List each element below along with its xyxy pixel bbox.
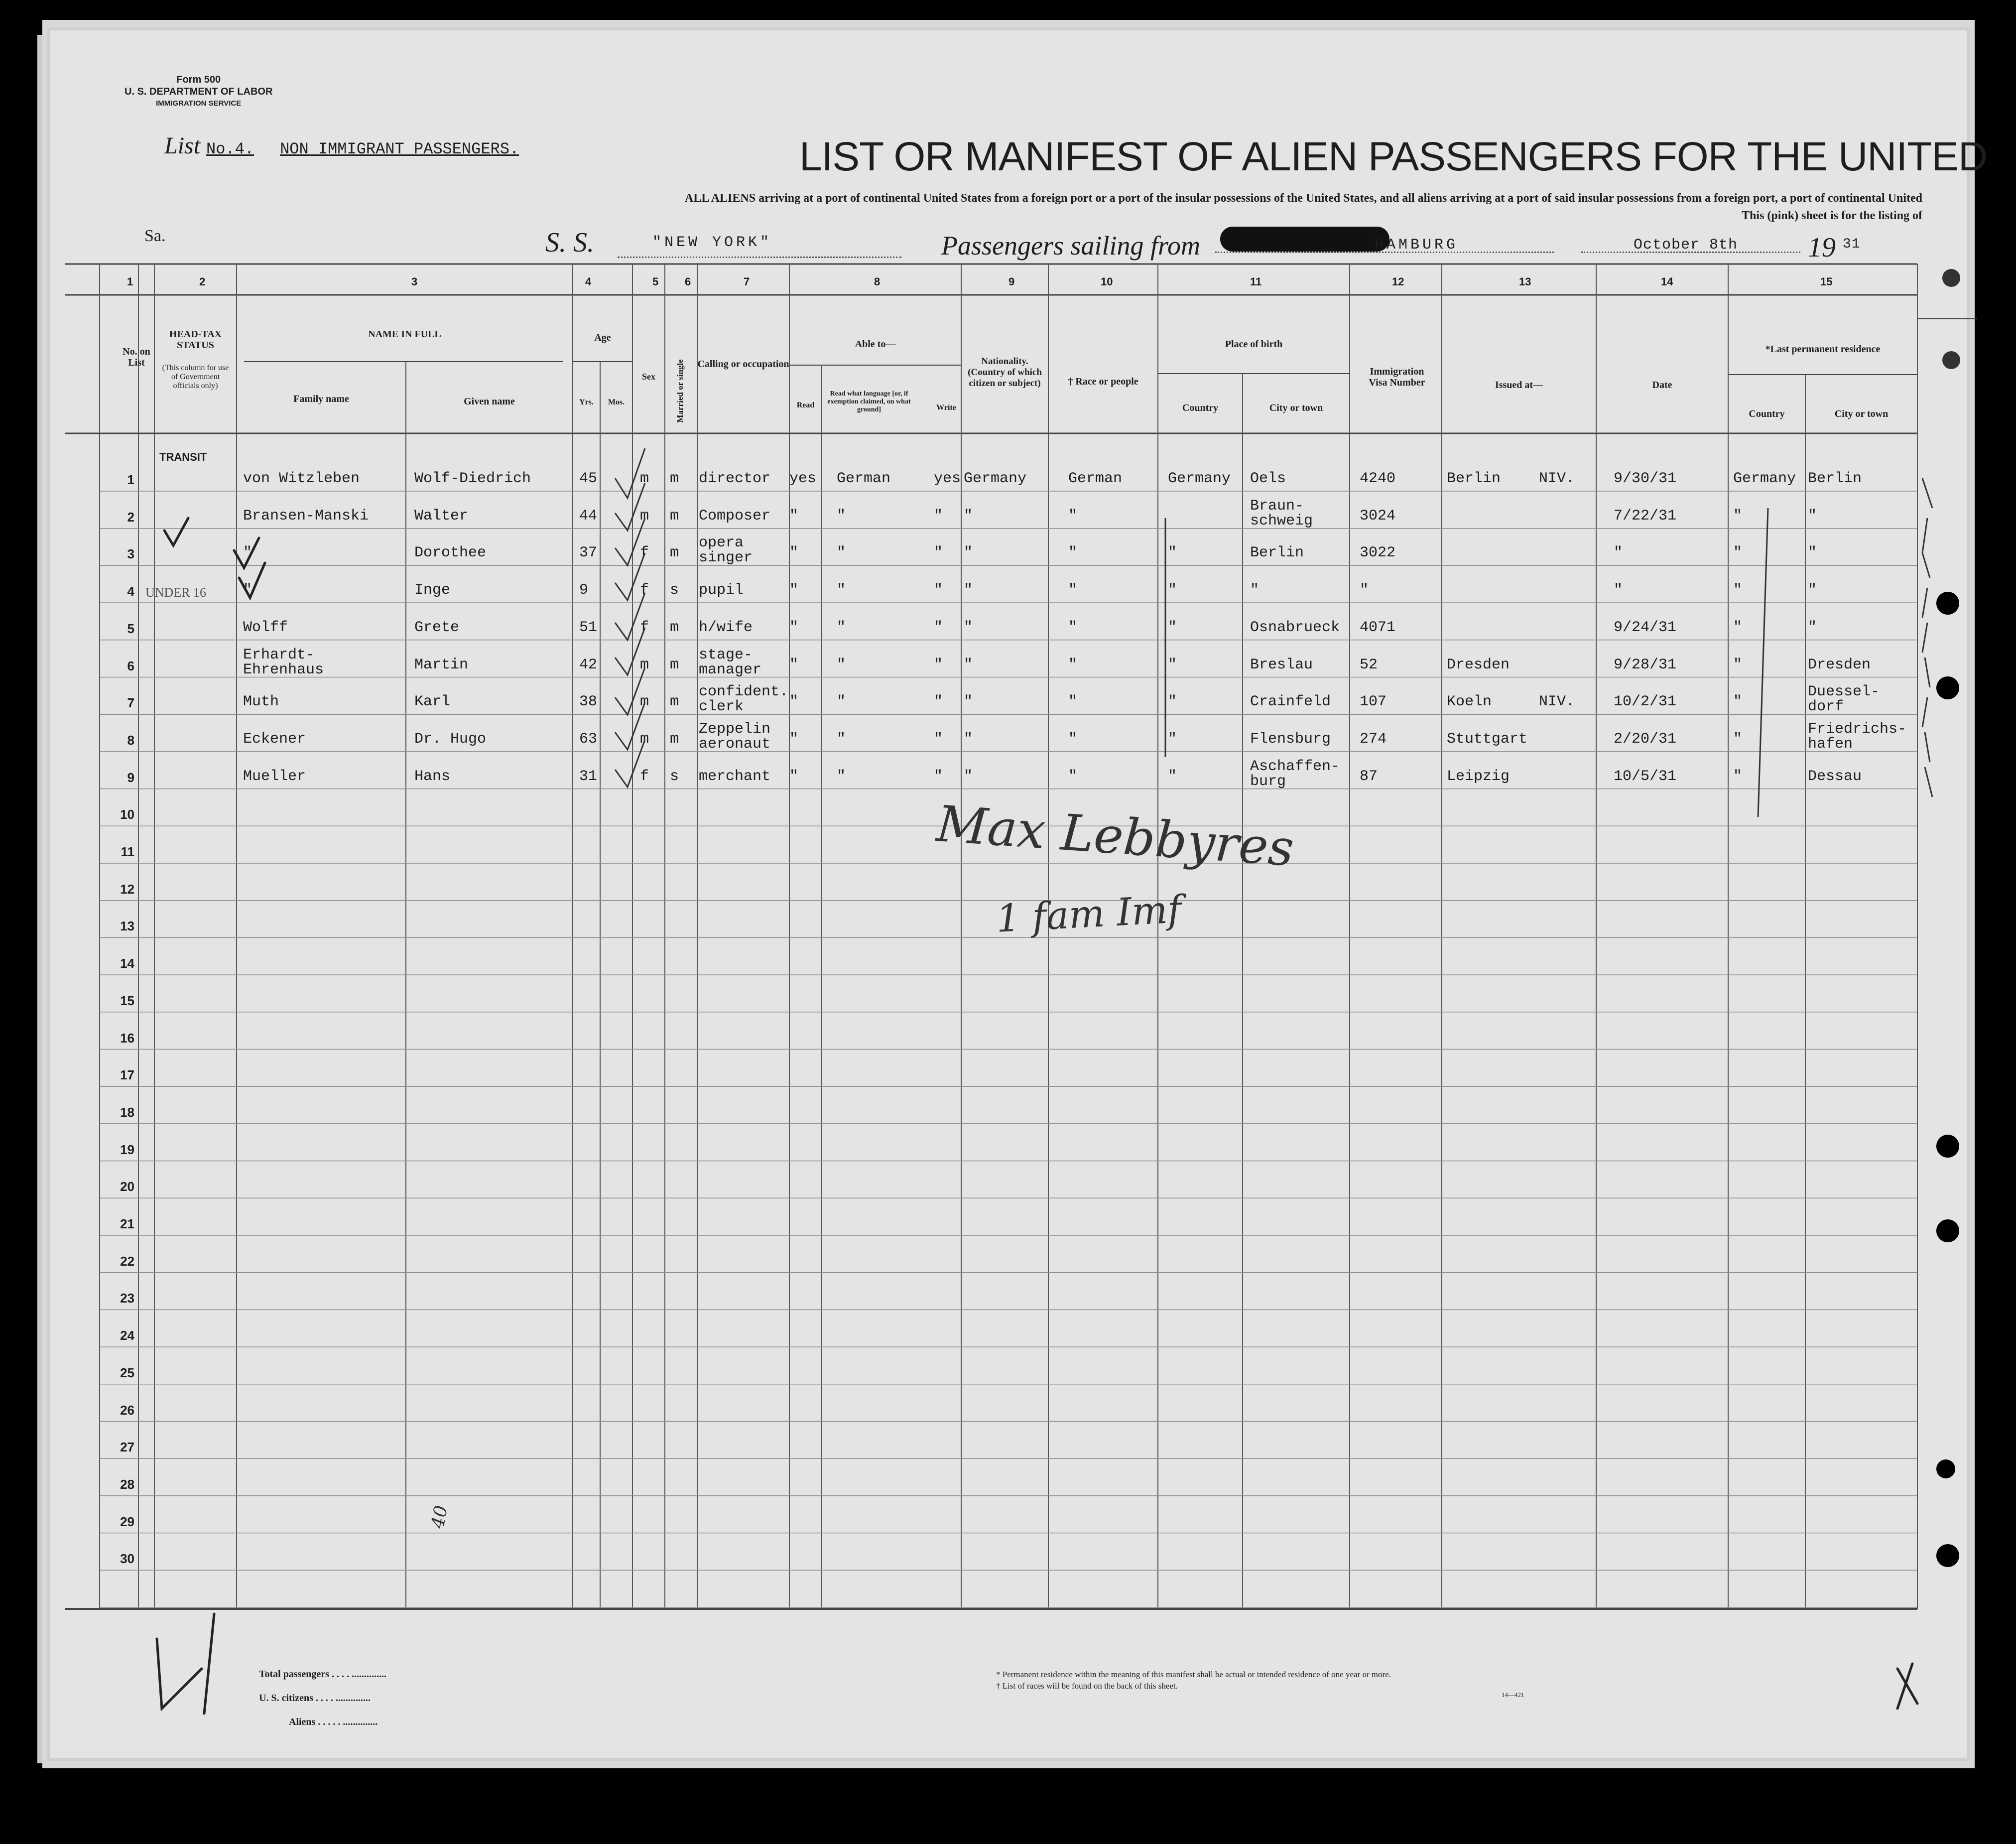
cell-vdate: 9/28/31	[1614, 656, 1677, 673]
cell-sex: m	[640, 470, 649, 487]
col-num-8: 8	[874, 275, 881, 288]
cell-race: "	[1068, 544, 1078, 562]
hdr-calling: Calling or occupation	[697, 359, 789, 370]
cell-nationality: "	[964, 768, 973, 785]
cell-birth-country: "	[1168, 730, 1177, 748]
punch-hole	[1942, 269, 1960, 287]
punch-hole	[1936, 1459, 1955, 1478]
punch-hole	[1936, 592, 1959, 615]
sailing-date: October 8th	[1634, 237, 1738, 254]
cell-nationality: "	[964, 582, 973, 599]
cell-language: "	[837, 507, 846, 525]
hdr-nationality: Nationality. (Country of which citizen or subject)	[968, 356, 1042, 389]
row-number: 10	[120, 807, 134, 822]
cell-marital: s	[670, 582, 679, 599]
cell-language: "	[837, 544, 846, 562]
cell-birth-country: "	[1168, 619, 1177, 636]
row-number: 12	[120, 881, 134, 897]
hdr-visa: Immigration Visa Number	[1369, 366, 1425, 388]
cell-occupation: Composer	[699, 507, 771, 525]
total-passengers-label: Total passengers	[259, 1669, 329, 1680]
cell-birth-country: "	[1168, 582, 1177, 599]
cell-vdate: 9/30/31	[1614, 470, 1677, 487]
aliens: Aliens . . . . . ..............	[289, 1716, 378, 1727]
cell-birth-city: "	[1250, 582, 1260, 599]
punch-hole	[1936, 676, 1959, 699]
hdr-res-country: Country	[1749, 408, 1785, 419]
cell-birth-country: "	[1168, 656, 1177, 673]
cell-issued: Berlin	[1447, 470, 1501, 487]
cell-nationality: "	[964, 507, 973, 525]
cell-race: "	[1068, 768, 1078, 785]
cell-visa: "	[1360, 582, 1369, 599]
cell-visa: 274	[1360, 730, 1387, 748]
punch-hole	[1936, 1544, 1959, 1567]
cell-birth-country: "	[1168, 768, 1177, 785]
row-number: 30	[120, 1551, 134, 1567]
cell-age: 45	[579, 470, 598, 487]
sa-label: Sa.	[144, 227, 166, 245]
cell-sex: m	[640, 693, 649, 711]
row-number: 15	[120, 993, 134, 1008]
cell-res-city: "	[1808, 544, 1817, 562]
cell-given: Karl	[414, 693, 451, 711]
cell-read: "	[789, 768, 799, 785]
x-mark	[1897, 1664, 1917, 1709]
hdr-mos: Mos.	[608, 398, 625, 406]
hdr-married: Married or single	[675, 359, 685, 423]
cell-issued: Stuttgart	[1447, 730, 1528, 748]
cell-issued: Koeln	[1447, 693, 1492, 711]
cell-race: German	[1068, 470, 1123, 487]
hdr-able-to: Able to—	[855, 339, 896, 350]
cell-marital: m	[670, 656, 679, 673]
cell-marital: m	[670, 470, 679, 487]
us-citizens: U. S. citizens . . . . ..............	[259, 1693, 371, 1704]
cell-sex: m	[640, 507, 649, 525]
cell-vdate: 7/22/31	[1614, 507, 1677, 525]
hdr-no-on-list: No. on List	[123, 346, 150, 368]
cell-write: "	[934, 656, 943, 673]
cell-res-country: "	[1733, 582, 1743, 599]
cell-nationality: "	[964, 693, 973, 711]
row-number: 24	[120, 1328, 134, 1343]
cell-marital: m	[670, 619, 679, 636]
cell-occupation: h/wife	[699, 619, 753, 636]
hdr-family-name: Family name	[293, 394, 349, 404]
cell-res-country: "	[1733, 507, 1743, 525]
row-number: 11	[121, 844, 134, 859]
cell-age: 9	[579, 582, 589, 599]
cell-sex: f	[640, 582, 649, 599]
cell-nationality: "	[964, 730, 973, 748]
cell-given: Martin	[414, 656, 469, 673]
cell-race: "	[1068, 656, 1078, 673]
ship-name: "NEW YORK"	[652, 234, 772, 251]
under16-stamp: UNDER 16	[145, 585, 207, 600]
row-number: 13	[120, 919, 134, 934]
check-mark	[164, 518, 188, 545]
col-num-9: 9	[1008, 275, 1015, 288]
col-num-7: 7	[744, 275, 750, 288]
list-label: List	[164, 132, 201, 159]
cell-sex: f	[640, 619, 649, 636]
pink-note: This (pink) sheet is for the listing of	[1742, 209, 1922, 222]
hdr-read: Read	[796, 401, 815, 409]
form-code: 14—421	[1502, 1691, 1524, 1699]
hdr-sex: Sex	[642, 372, 655, 382]
col-num-15: 15	[1820, 275, 1833, 288]
cell-write: "	[934, 768, 943, 785]
cell-birth-country: "	[1168, 544, 1177, 562]
cell-nationality: "	[964, 544, 973, 562]
cell-read: "	[789, 544, 799, 562]
service: IMMIGRATION SERVICE	[156, 99, 242, 108]
row-number: 20	[120, 1179, 134, 1194]
hdr-birth-country: Country	[1182, 402, 1219, 413]
cell-family: Mueller	[243, 768, 306, 785]
cell-res-city: "	[1808, 619, 1817, 636]
cell-occupation: opera singer	[699, 534, 753, 567]
cell-family: Wolff	[243, 619, 288, 636]
cell-niv: NIV.	[1539, 470, 1575, 487]
ss-label: S. S.	[545, 227, 594, 258]
cell-age: 38	[579, 693, 598, 711]
cell-given: Walter	[414, 507, 469, 525]
cell-marital: m	[670, 544, 679, 562]
row-number: 28	[120, 1476, 134, 1492]
cell-res-city: Dessau	[1808, 768, 1862, 785]
hdr-given-name: Given name	[464, 396, 515, 407]
cell-occupation: director	[699, 470, 771, 487]
punch-hole	[1942, 351, 1960, 369]
row-number: 14	[120, 956, 134, 971]
cell-race: "	[1068, 693, 1078, 711]
cell-write: "	[934, 507, 943, 525]
cell-occupation: pupil	[699, 582, 744, 599]
department: U. S. DEPARTMENT OF LABOR	[125, 86, 273, 97]
row-number: 16	[120, 1030, 134, 1046]
cell-birth-country: Germany	[1168, 470, 1231, 487]
cell-nationality: "	[964, 656, 973, 673]
cell-sex: m	[640, 730, 649, 748]
cell-vdate: "	[1614, 582, 1623, 599]
row-number: 21	[120, 1216, 134, 1231]
cell-res-country: "	[1733, 768, 1743, 785]
cell-visa: 4071	[1360, 619, 1396, 636]
cell-marital: m	[670, 507, 679, 525]
cell-write: "	[934, 693, 943, 711]
signature-note: 1 fam Imf	[995, 887, 1183, 941]
cell-age: 31	[579, 768, 598, 785]
cell-occupation: Zeppelin aeronaut	[699, 720, 771, 753]
cell-birth-city: Crainfeld	[1250, 693, 1331, 711]
cell-read: "	[789, 582, 799, 599]
cell-res-city: Friedrichs- hafen	[1808, 720, 1907, 753]
hdr-yrs: Yrs.	[579, 398, 594, 406]
cell-read: "	[789, 656, 799, 673]
cell-issued: Dresden	[1447, 656, 1510, 673]
cell-given: Hans	[414, 768, 451, 785]
cell-given: Dorothee	[414, 544, 487, 562]
cell-language: "	[837, 656, 846, 673]
cell-birth-city: Osnabrueck	[1250, 619, 1340, 636]
total-passengers: Total passengers . . . . ..............	[259, 1669, 386, 1680]
cell-age: 44	[579, 507, 598, 525]
year-prefix: 19	[1808, 232, 1836, 263]
cell-family: Eckener	[243, 730, 306, 748]
footnote-1: * Permanent residence within the meaning of this manifest shall be actual or intended residence of one year or more.	[996, 1670, 1391, 1679]
cell-res-city: "	[1808, 507, 1817, 525]
cell-nationality: Germany	[964, 470, 1027, 487]
cell-language: "	[837, 693, 846, 711]
cell-age: 63	[579, 730, 598, 748]
port-name: HAMBURG	[1375, 237, 1459, 254]
row-number: 9	[127, 770, 134, 785]
cell-res-country: Germany	[1733, 470, 1796, 487]
cell-language: German	[837, 470, 891, 487]
hdr-place-of-birth: Place of birth	[1225, 339, 1283, 350]
cell-age: 51	[579, 619, 598, 636]
cell-birth-city: Aschaffen- burg	[1250, 758, 1340, 790]
cell-read: "	[789, 730, 799, 748]
cell-vdate: "	[1614, 544, 1623, 562]
cell-birth-city: Berlin	[1250, 544, 1304, 562]
cell-write: "	[934, 544, 943, 562]
row-number: 29	[120, 1514, 134, 1529]
cell-occupation: stage- manager	[699, 646, 762, 678]
cell-birth-city: Oels	[1250, 470, 1286, 487]
cell-res-country: "	[1733, 656, 1743, 673]
cell-family: "	[243, 544, 252, 562]
row-number: 1	[127, 472, 134, 487]
cell-res-country: "	[1733, 544, 1743, 562]
cell-nationality: "	[964, 619, 973, 636]
cell-vdate: 2/20/31	[1614, 730, 1677, 748]
cell-race: "	[1068, 619, 1078, 636]
cell-birth-city: Braun- schweig	[1250, 497, 1313, 529]
page-title: LIST OR MANIFEST OF ALIEN PASSENGERS FOR THE UNITED	[799, 134, 1988, 179]
cell-race: "	[1068, 507, 1078, 525]
cell-language: "	[837, 730, 846, 748]
row-number: 7	[127, 695, 134, 711]
cell-res-city: Berlin	[1808, 470, 1862, 487]
row-number: 26	[120, 1402, 134, 1418]
row-number: 6	[127, 658, 134, 673]
hdr-write: Write	[936, 403, 956, 412]
cell-birth-country: "	[1168, 693, 1177, 711]
cell-given: Grete	[414, 619, 460, 636]
row-number: 19	[120, 1142, 134, 1157]
cell-family: von Witzleben	[243, 470, 360, 487]
row-number: 17	[120, 1067, 134, 1083]
tally-mark	[157, 1614, 214, 1713]
row-number: 27	[120, 1440, 134, 1455]
cell-write: "	[934, 619, 943, 636]
cell-family: "	[243, 582, 252, 599]
cell-marital: s	[670, 768, 679, 785]
row-number: 4	[127, 584, 134, 599]
stamp-number: 40	[427, 1504, 452, 1530]
cell-res-country: "	[1733, 619, 1743, 636]
hdr-name-in-full: NAME IN FULL	[368, 329, 441, 340]
hdr-last-residence: *Last permanent residence	[1765, 344, 1881, 355]
col-num-13: 13	[1519, 275, 1531, 288]
cell-visa: 87	[1360, 768, 1378, 785]
col-num-4: 4	[585, 275, 592, 288]
cell-marital: m	[670, 693, 679, 711]
cell-age: 42	[579, 656, 598, 673]
cell-read: "	[789, 507, 799, 525]
cell-birth-city: Breslau	[1250, 656, 1313, 673]
cell-sex: m	[640, 656, 649, 673]
cell-write: yes	[934, 470, 961, 487]
hdr-res-city: City or town	[1834, 408, 1889, 419]
cell-res-city: Duessel- dorf	[1808, 683, 1880, 716]
cell-age: 37	[579, 544, 598, 562]
cell-visa: 107	[1360, 693, 1387, 711]
row-number: 25	[120, 1365, 134, 1380]
cell-visa: 3024	[1360, 507, 1396, 525]
year-suffix: 31	[1843, 237, 1861, 252]
cell-occupation: merchant	[699, 768, 771, 785]
sailing-label: Passengers sailing from	[941, 231, 1201, 261]
cell-vdate: 10/2/31	[1614, 693, 1677, 711]
hdr-read-language: Read what language [or, if exemption claimed, on what ground]	[827, 390, 911, 413]
cell-family: Erhardt- Ehrenhaus	[243, 646, 324, 678]
cell-read: "	[789, 693, 799, 711]
cell-vdate: 9/24/31	[1614, 619, 1677, 636]
cell-visa: 4240	[1360, 470, 1396, 487]
cell-race: "	[1068, 582, 1078, 599]
cell-res-country: "	[1733, 730, 1743, 748]
cell-res-city: "	[1808, 582, 1817, 599]
cell-family: Muth	[243, 693, 279, 711]
cell-read: yes	[789, 470, 817, 487]
cell-language: "	[837, 768, 846, 785]
cell-write: "	[934, 582, 943, 599]
cell-visa: 3022	[1360, 544, 1396, 562]
cell-race: "	[1068, 730, 1078, 748]
col-num-5: 5	[652, 275, 659, 288]
cell-marital: m	[670, 730, 679, 748]
row-number: 18	[120, 1104, 134, 1120]
col-num-3: 3	[411, 275, 418, 288]
cell-visa: 52	[1360, 656, 1378, 673]
cell-read: "	[789, 619, 799, 636]
aliens-label: Aliens	[289, 1716, 316, 1727]
hdr-issued-at: Issued at—	[1495, 380, 1543, 391]
col-num-1: 1	[127, 275, 133, 288]
list-type: NON IMMIGRANT PASSENGERS.	[280, 140, 519, 158]
cell-given: Inge	[414, 582, 451, 599]
form-number: Form 500	[176, 74, 221, 85]
col-num-2: 2	[199, 275, 206, 288]
cell-niv: NIV.	[1539, 693, 1575, 711]
punch-hole	[1936, 1135, 1959, 1158]
col-num-14: 14	[1661, 275, 1673, 288]
cell-language: "	[837, 582, 846, 599]
cell-vdate: 10/5/31	[1614, 768, 1677, 785]
list-no: No.4.	[206, 140, 254, 158]
hdr-head-tax: HEAD-TAX STATUS	[169, 329, 222, 351]
transit-stamp: TRANSIT	[159, 451, 207, 463]
hdr-date: Date	[1652, 380, 1672, 391]
col-num-12: 12	[1392, 275, 1404, 288]
cell-res-city: Dresden	[1808, 656, 1871, 673]
cell-family: Bransen-Manski	[243, 507, 369, 525]
row-number: 22	[120, 1253, 134, 1269]
check-mark	[234, 538, 259, 568]
hdr-birth-city: City or town	[1269, 402, 1323, 413]
cell-issued: Leipzig	[1447, 768, 1510, 785]
signature: Max Lebbyres	[934, 794, 1296, 878]
row-number: 23	[120, 1291, 134, 1306]
cell-res-country: "	[1733, 693, 1743, 711]
us-citizens-label: U. S. citizens	[259, 1693, 313, 1704]
hdr-head-tax-note: (This column for use of Government officials only)	[162, 364, 229, 390]
cell-occupation: confident. clerk	[699, 683, 789, 716]
row-number: 8	[127, 732, 134, 748]
footnote-2: † List of races will be found on the back of this sheet.	[996, 1681, 1178, 1691]
hdr-race: † Race or people	[1068, 376, 1138, 387]
row-number: 3	[127, 546, 134, 562]
row-number: 2	[127, 509, 134, 525]
cell-given: Dr. Hugo	[414, 730, 487, 748]
col-num-11: 11	[1250, 275, 1262, 288]
cell-sex: f	[640, 768, 649, 785]
punch-hole	[1936, 1219, 1959, 1242]
cell-write: "	[934, 730, 943, 748]
cell-sex: f	[640, 544, 649, 562]
cell-language: "	[837, 619, 846, 636]
cell-given: Wolf-Diedrich	[414, 470, 531, 487]
col-num-6: 6	[685, 275, 691, 288]
col-num-10: 10	[1101, 275, 1113, 288]
hdr-age: Age	[594, 332, 611, 343]
row-number: 5	[127, 621, 134, 636]
subtitle: ALL ALIENS arriving at a port of continental United States from a foreign port or a port of the insular possessions of the United States, and all aliens arriving at a port of said insular possessions from a foreign port, a port of continental United	[685, 192, 1922, 205]
cell-birth-city: Flensburg	[1250, 730, 1331, 748]
